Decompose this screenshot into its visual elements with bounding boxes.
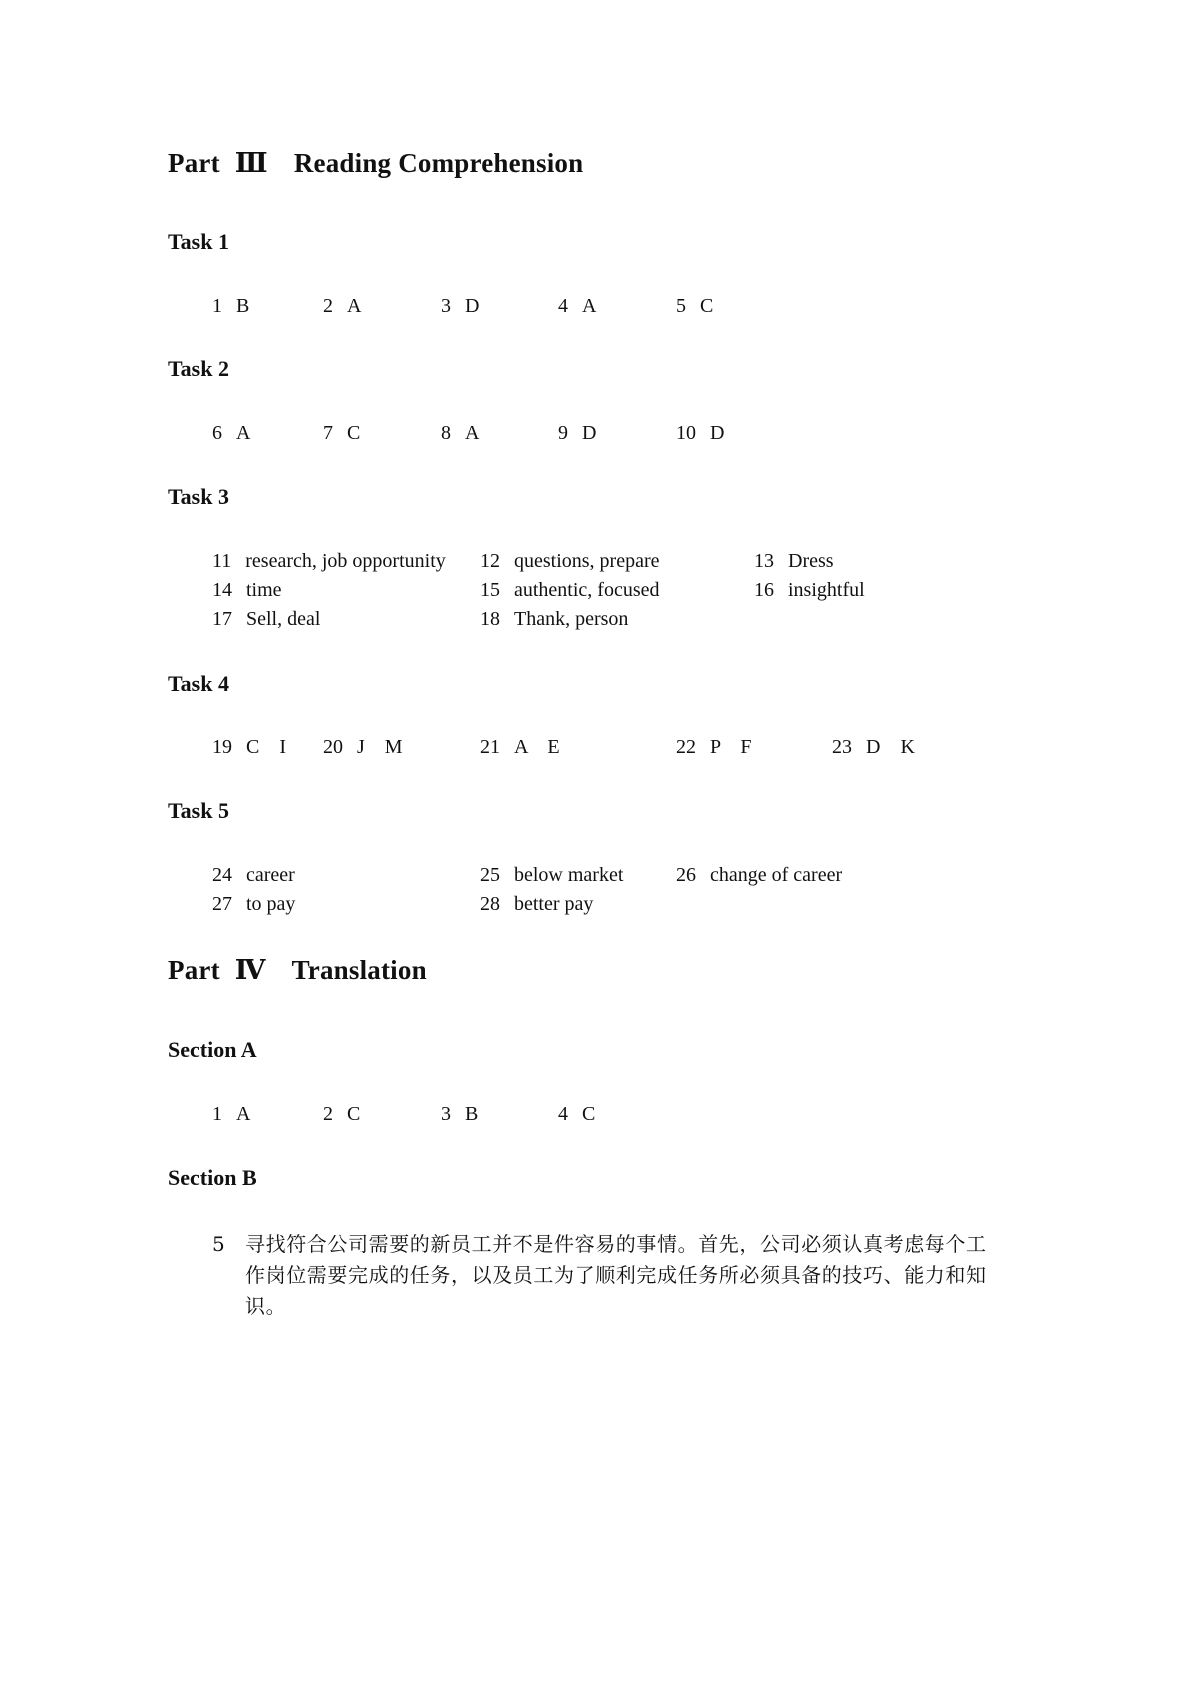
- task-1-title: Task 1: [168, 229, 229, 254]
- part-3-heading: [168, 148, 583, 179]
- answer-item: 21 A E: [480, 736, 560, 758]
- part-4-numeral: Ⅳ: [234, 955, 266, 985]
- answer-item: 25 below market: [480, 864, 624, 886]
- answer-item: 9 D: [558, 422, 597, 444]
- section-a-title: Section A: [168, 1037, 257, 1062]
- translation-text: 寻找符合公司需要的新员工并不是件容易的事情。首先，公司必须认真考虑每个工作岗位需要完成的任务，以及员工为了顺利完成任务所必须具备的技巧、能力和知识。: [245, 1232, 987, 1318]
- translation-paragraph: [212, 1229, 1012, 1329]
- answer-item: 13 Dress: [754, 550, 834, 572]
- answer-item: 1 B: [212, 295, 250, 317]
- answer-item: 22 P F: [676, 736, 752, 758]
- task-4-title: Task 4: [168, 671, 229, 696]
- part-3-label: Part: [168, 148, 220, 178]
- answer-item: 12 questions, prepare: [480, 550, 660, 572]
- part-4-heading: [168, 955, 427, 986]
- answer-item: 1 A: [212, 1103, 251, 1125]
- answer-item: 23 D K: [832, 736, 915, 758]
- answer-item: 16 insightful: [754, 579, 865, 601]
- part-3-numeral: Ⅲ: [234, 148, 268, 178]
- answer-item: 11 research, job opportunity: [212, 550, 446, 572]
- task-3-title: Task 3: [168, 484, 229, 509]
- answer-item: 14 time: [212, 579, 282, 601]
- answer-item: 6 A: [212, 422, 251, 444]
- answer-item: 27 to pay: [212, 893, 296, 915]
- answer-item: 2 A: [323, 295, 362, 317]
- answer-item: 18 Thank, person: [480, 608, 629, 630]
- task-5-title: Task 5: [168, 798, 229, 823]
- part-4-title: Translation: [291, 955, 427, 985]
- answer-item: 8 A: [441, 422, 480, 444]
- answer-item: 26 change of career: [676, 864, 843, 886]
- part-3-title: Reading Comprehension: [293, 148, 584, 178]
- answer-item: 3 D: [441, 295, 480, 317]
- answer-item: 17 Sell, deal: [212, 608, 321, 630]
- answer-item: 20 J M: [323, 736, 403, 758]
- answer-item: 5 C: [676, 295, 714, 317]
- answer-item: 7 C: [323, 422, 361, 444]
- part-4-label: Part: [168, 955, 220, 985]
- answer-item: 4 A: [558, 295, 597, 317]
- answer-item: 3 B: [441, 1103, 479, 1125]
- answer-item: 19 C I: [212, 736, 286, 758]
- answer-item: 24 career: [212, 864, 295, 886]
- task-2-title: Task 2: [168, 356, 229, 381]
- answer-item: 10 D: [676, 422, 725, 444]
- section-b-title: Section B: [168, 1165, 257, 1190]
- translation-item-number: 5: [212, 1232, 225, 1256]
- answer-item: 2 C: [323, 1103, 361, 1125]
- answer-item: 4 C: [558, 1103, 596, 1125]
- answer-item: 15 authentic, focused: [480, 579, 660, 601]
- answer-item: 28 better pay: [480, 893, 594, 915]
